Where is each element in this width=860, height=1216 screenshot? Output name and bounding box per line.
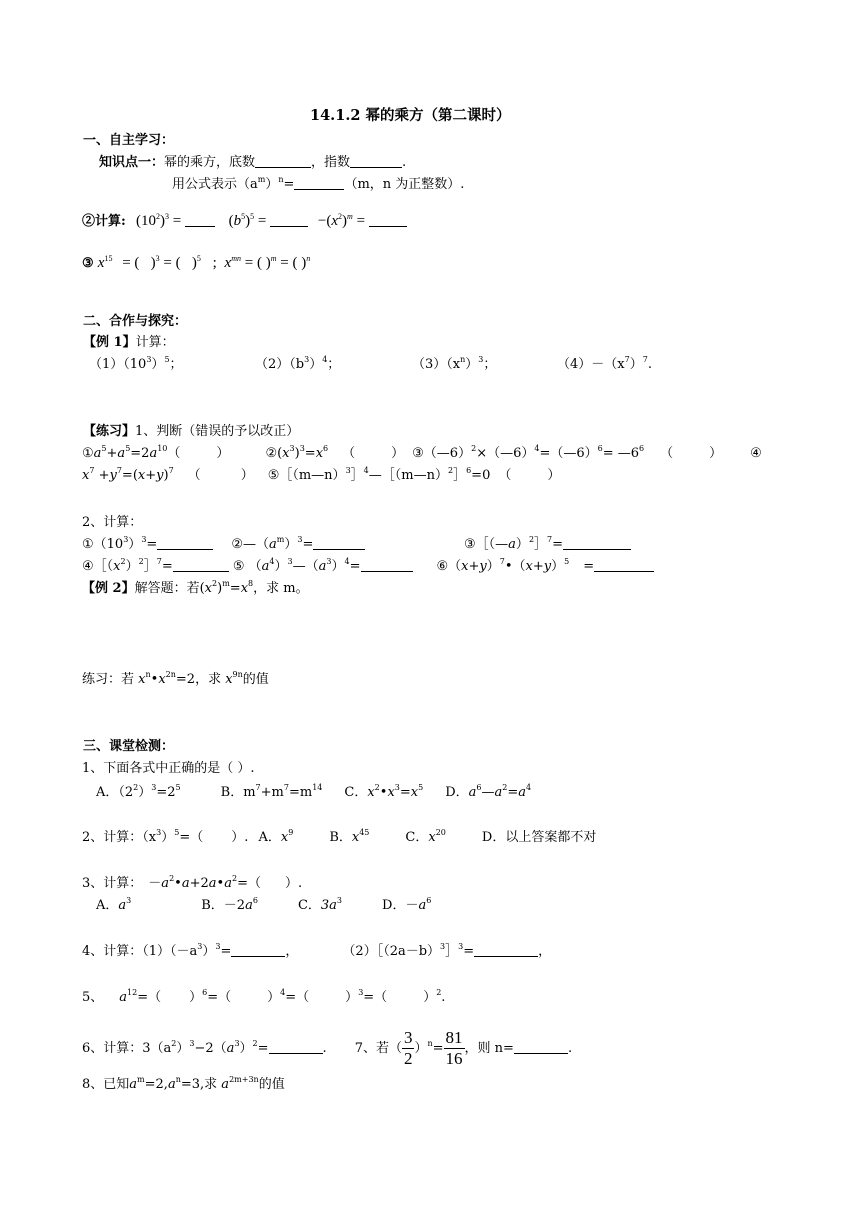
knowledge-point-1: 知识点一：幂的乘方，底数 ，指数 . bbox=[99, 155, 407, 170]
blank-calc2-1[interactable] bbox=[157, 536, 213, 550]
section-heading-1: 一、自主学习： bbox=[83, 133, 175, 148]
calc2-line-1b: ③［（—a）$^2$］$^7$= bbox=[464, 536, 631, 554]
example-1-item-1: $(1)(10^3)^5$； bbox=[89, 355, 183, 372]
page-title: 14.1.2 幂的乘方（第二课时） bbox=[310, 107, 511, 124]
question-1: 1、下面各式中正确的是（ ）. bbox=[82, 761, 255, 776]
judge-line-2: $x^7 +y^7=(x+y)^7$ （ ） ⑤［（m—n）$^3$］$^4$—［（m—n）$^2$］$^6$=0 （ ） bbox=[82, 466, 561, 483]
section-heading-3: 三、课堂检测： bbox=[83, 739, 175, 754]
section-heading-2: 二、合作与探究： bbox=[83, 314, 188, 329]
blank-calc-2[interactable] bbox=[270, 213, 308, 227]
judge-line-1: $①a^5+a^5=2a^{10}$（ ） $②(x^3)^3=x^6$ （ ） ③（—6）$^2$×（—6）$^4$=（—6）$^6$= $—6^6$ （ ） ④ bbox=[82, 444, 762, 461]
example-1-item-2: $(2)(b^3)^4$； bbox=[255, 355, 341, 372]
calc2-line-2: $④[(x^2)^2]^7=$ ⑤ $(a^4)^3—(a^3)^4=$ $⑥(x+y)^7•(x+y)^5$ = bbox=[82, 558, 654, 576]
blank-calc2-5[interactable] bbox=[361, 558, 413, 572]
question-2: 2、计算：$(x^3)^5=$（ ）. A．$x^9$ B．$x^{45}$ C．$x^{20}$ D．以上答案都不对 bbox=[82, 828, 597, 845]
calc2-heading: 2、计算： bbox=[82, 515, 143, 530]
question-4: 4、计算：$(1)(-a^3)^3=$ ， $(2)[(2a-b)^3]^3=$ ， bbox=[82, 942, 552, 959]
blank-calc2-3[interactable] bbox=[563, 536, 631, 550]
blank-calc2-6[interactable] bbox=[594, 558, 654, 572]
practice-2: 练习：若 $x^n•x^{2n}=2$，求 $x^{9n}$的值 bbox=[82, 670, 269, 687]
practice-heading: 【练习】1、判断（错误的予以改正） bbox=[83, 424, 300, 439]
blank-calc-1[interactable] bbox=[185, 213, 215, 227]
calc-label: ②计算: bbox=[82, 214, 126, 229]
blank-formula[interactable] bbox=[294, 176, 344, 190]
calc-line-3: ③ $x^{15}$ = ( )$^3$ = ( )$^5$ ; $x^{mn}$ = ( )$^m$ = ( )$^n$ bbox=[82, 254, 311, 271]
blank-q4-2[interactable] bbox=[474, 943, 538, 957]
question-1-options: A．$(2^2)^3=2^5$ B．$m^7+m^7=m^{14}$ C．$x^2•x^3=x^5$ D．$a^6—a^2=a^4$ bbox=[96, 783, 532, 800]
question-3: 3、计算： $-a^2•a+2a•a^2=$（ ）. bbox=[82, 874, 303, 891]
item3-label: ③ bbox=[82, 256, 94, 271]
blank-q7[interactable] bbox=[514, 1040, 568, 1054]
example-1-item-4: $(4)-(x^7)^7$. bbox=[557, 355, 652, 372]
formula-line: 用公式表示$(a^m)^n= (m$，n 为正整数）. bbox=[172, 175, 465, 192]
blank-q6[interactable] bbox=[269, 1040, 323, 1054]
blank-exponent[interactable] bbox=[350, 154, 402, 168]
blank-base[interactable] bbox=[255, 154, 311, 168]
question-3-options: A．$a^3$ B．$-2a^6$ C．$3a^3$ D．$-a^6$ bbox=[96, 896, 432, 913]
question-5: 5、 $a^{12}=$（ ）$^6$=（ ）$^4$=（ ）$^3$=（ ）$^2$. bbox=[82, 988, 446, 1005]
blank-calc2-4[interactable] bbox=[173, 558, 229, 572]
blank-q4-1[interactable] bbox=[231, 943, 285, 957]
fraction-81-16: $\frac{81}{16}$ bbox=[445, 1028, 463, 1068]
knowledge-label: 知识点一： bbox=[99, 155, 165, 170]
question-6-7: 6、计算：$3(a^2)^3-2(a^3)^2=$ . 7、若（ $\frac{3}{2}$ ）$^n$= $\frac{81}{16}$ ，则 n= . bbox=[82, 1028, 573, 1068]
example-1-item-3: $(3)(x^n)^3$； bbox=[412, 355, 497, 372]
blank-calc-3[interactable] bbox=[369, 213, 407, 227]
calc-line-2: ②计算: $(10^2)^3 = (b^5)^5 = -(x^2)^m$ = bbox=[82, 208, 407, 235]
fraction-3-2: $\frac{3}{2}$ bbox=[403, 1028, 413, 1068]
calc2-line-1: $①(10^3)^3=$ $②—(a^m)^3=$ bbox=[82, 536, 365, 554]
example-1: 【例 1】计算： bbox=[83, 335, 175, 350]
blank-calc2-2[interactable] bbox=[313, 536, 365, 550]
example-2: 【例 2】解答题：若$(x^2)^m=x^8$，求 m。 bbox=[82, 579, 309, 596]
question-8: 8、已知$a^m=2,a^n=3$,求 $a^{2m+3n}$的值 bbox=[82, 1075, 285, 1092]
